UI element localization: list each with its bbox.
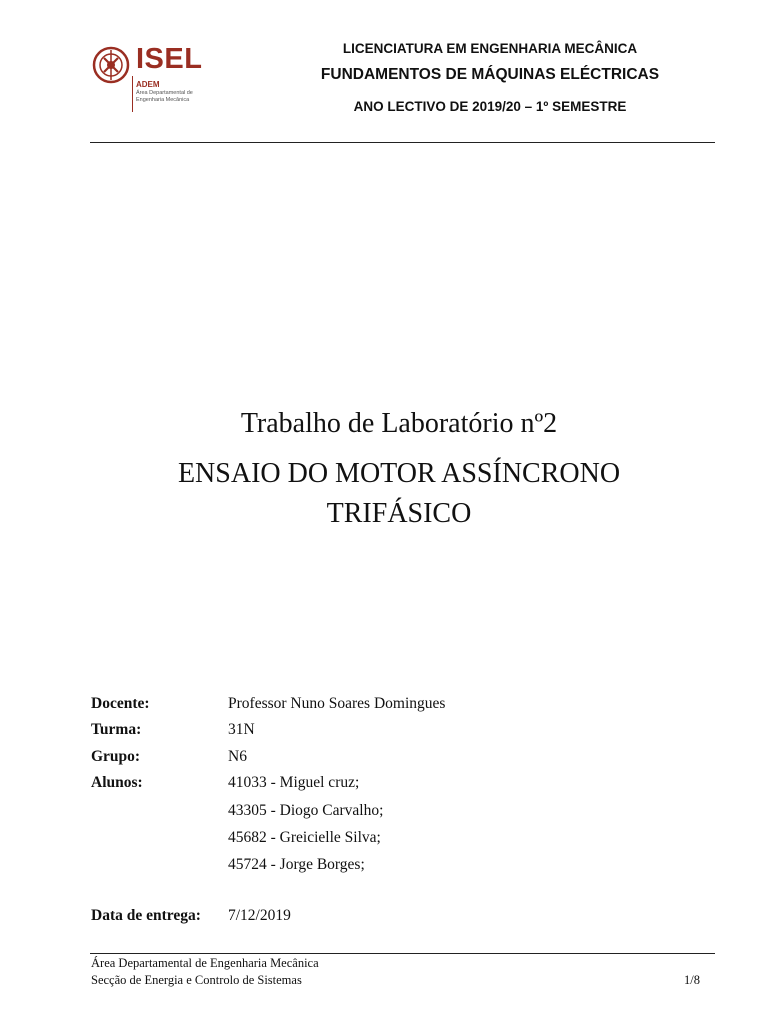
alunos-label: Alunos:	[91, 774, 143, 791]
isel-emblem-icon	[92, 44, 130, 86]
turma-label: Turma:	[91, 721, 142, 738]
academic-year: ANO LECTIVO DE 2019/20 – 1º SEMESTRE	[353, 99, 627, 114]
report-subtitle-line2: TRIFÁSICO	[326, 498, 472, 529]
docente-value: Professor Nuno Soares Domingues	[228, 695, 446, 712]
student-item: 45724 - Jorge Borges;	[228, 856, 365, 873]
report-title: Trabalho de Laboratório nº2	[240, 408, 558, 439]
footer-department: Área Departamental de Engenharia Mecânica	[91, 956, 319, 970]
course-title: LICENCIATURA EM ENGENHARIA MECÂNICA	[342, 41, 638, 56]
grupo-label: Grupo:	[91, 748, 141, 765]
student-item: 43305 - Diogo Carvalho;	[228, 802, 384, 819]
turma-value: 31N	[228, 721, 255, 738]
logo-acronym: ADEM	[136, 80, 160, 89]
page-number: 1/8	[684, 973, 700, 987]
footer-section: Secção de Energia e Controlo de Sistemas	[91, 973, 302, 987]
logo-wordmark: ISEL	[136, 43, 203, 75]
grupo-value: N6	[228, 748, 247, 765]
footer-rule	[90, 953, 715, 954]
docente-label: Docente:	[91, 695, 150, 712]
report-subtitle-line1: ENSAIO DO MOTOR ASSÍNCRONO	[177, 458, 621, 489]
logo-divider	[132, 76, 133, 112]
logo-department: Área Departamental de Engenharia Mecânica	[136, 90, 193, 103]
entrega-value: 7/12/2019	[228, 907, 291, 924]
subject-title: FUNDAMENTOS DE MÁQUINAS ELÉCTRICAS	[320, 66, 660, 83]
entrega-label: Data de entrega:	[91, 907, 201, 924]
student-item: 41033 - Miguel cruz;	[228, 774, 360, 791]
isel-logo	[92, 42, 210, 116]
header-rule	[90, 142, 715, 143]
student-item: 45682 - Greicielle Silva;	[228, 829, 381, 846]
